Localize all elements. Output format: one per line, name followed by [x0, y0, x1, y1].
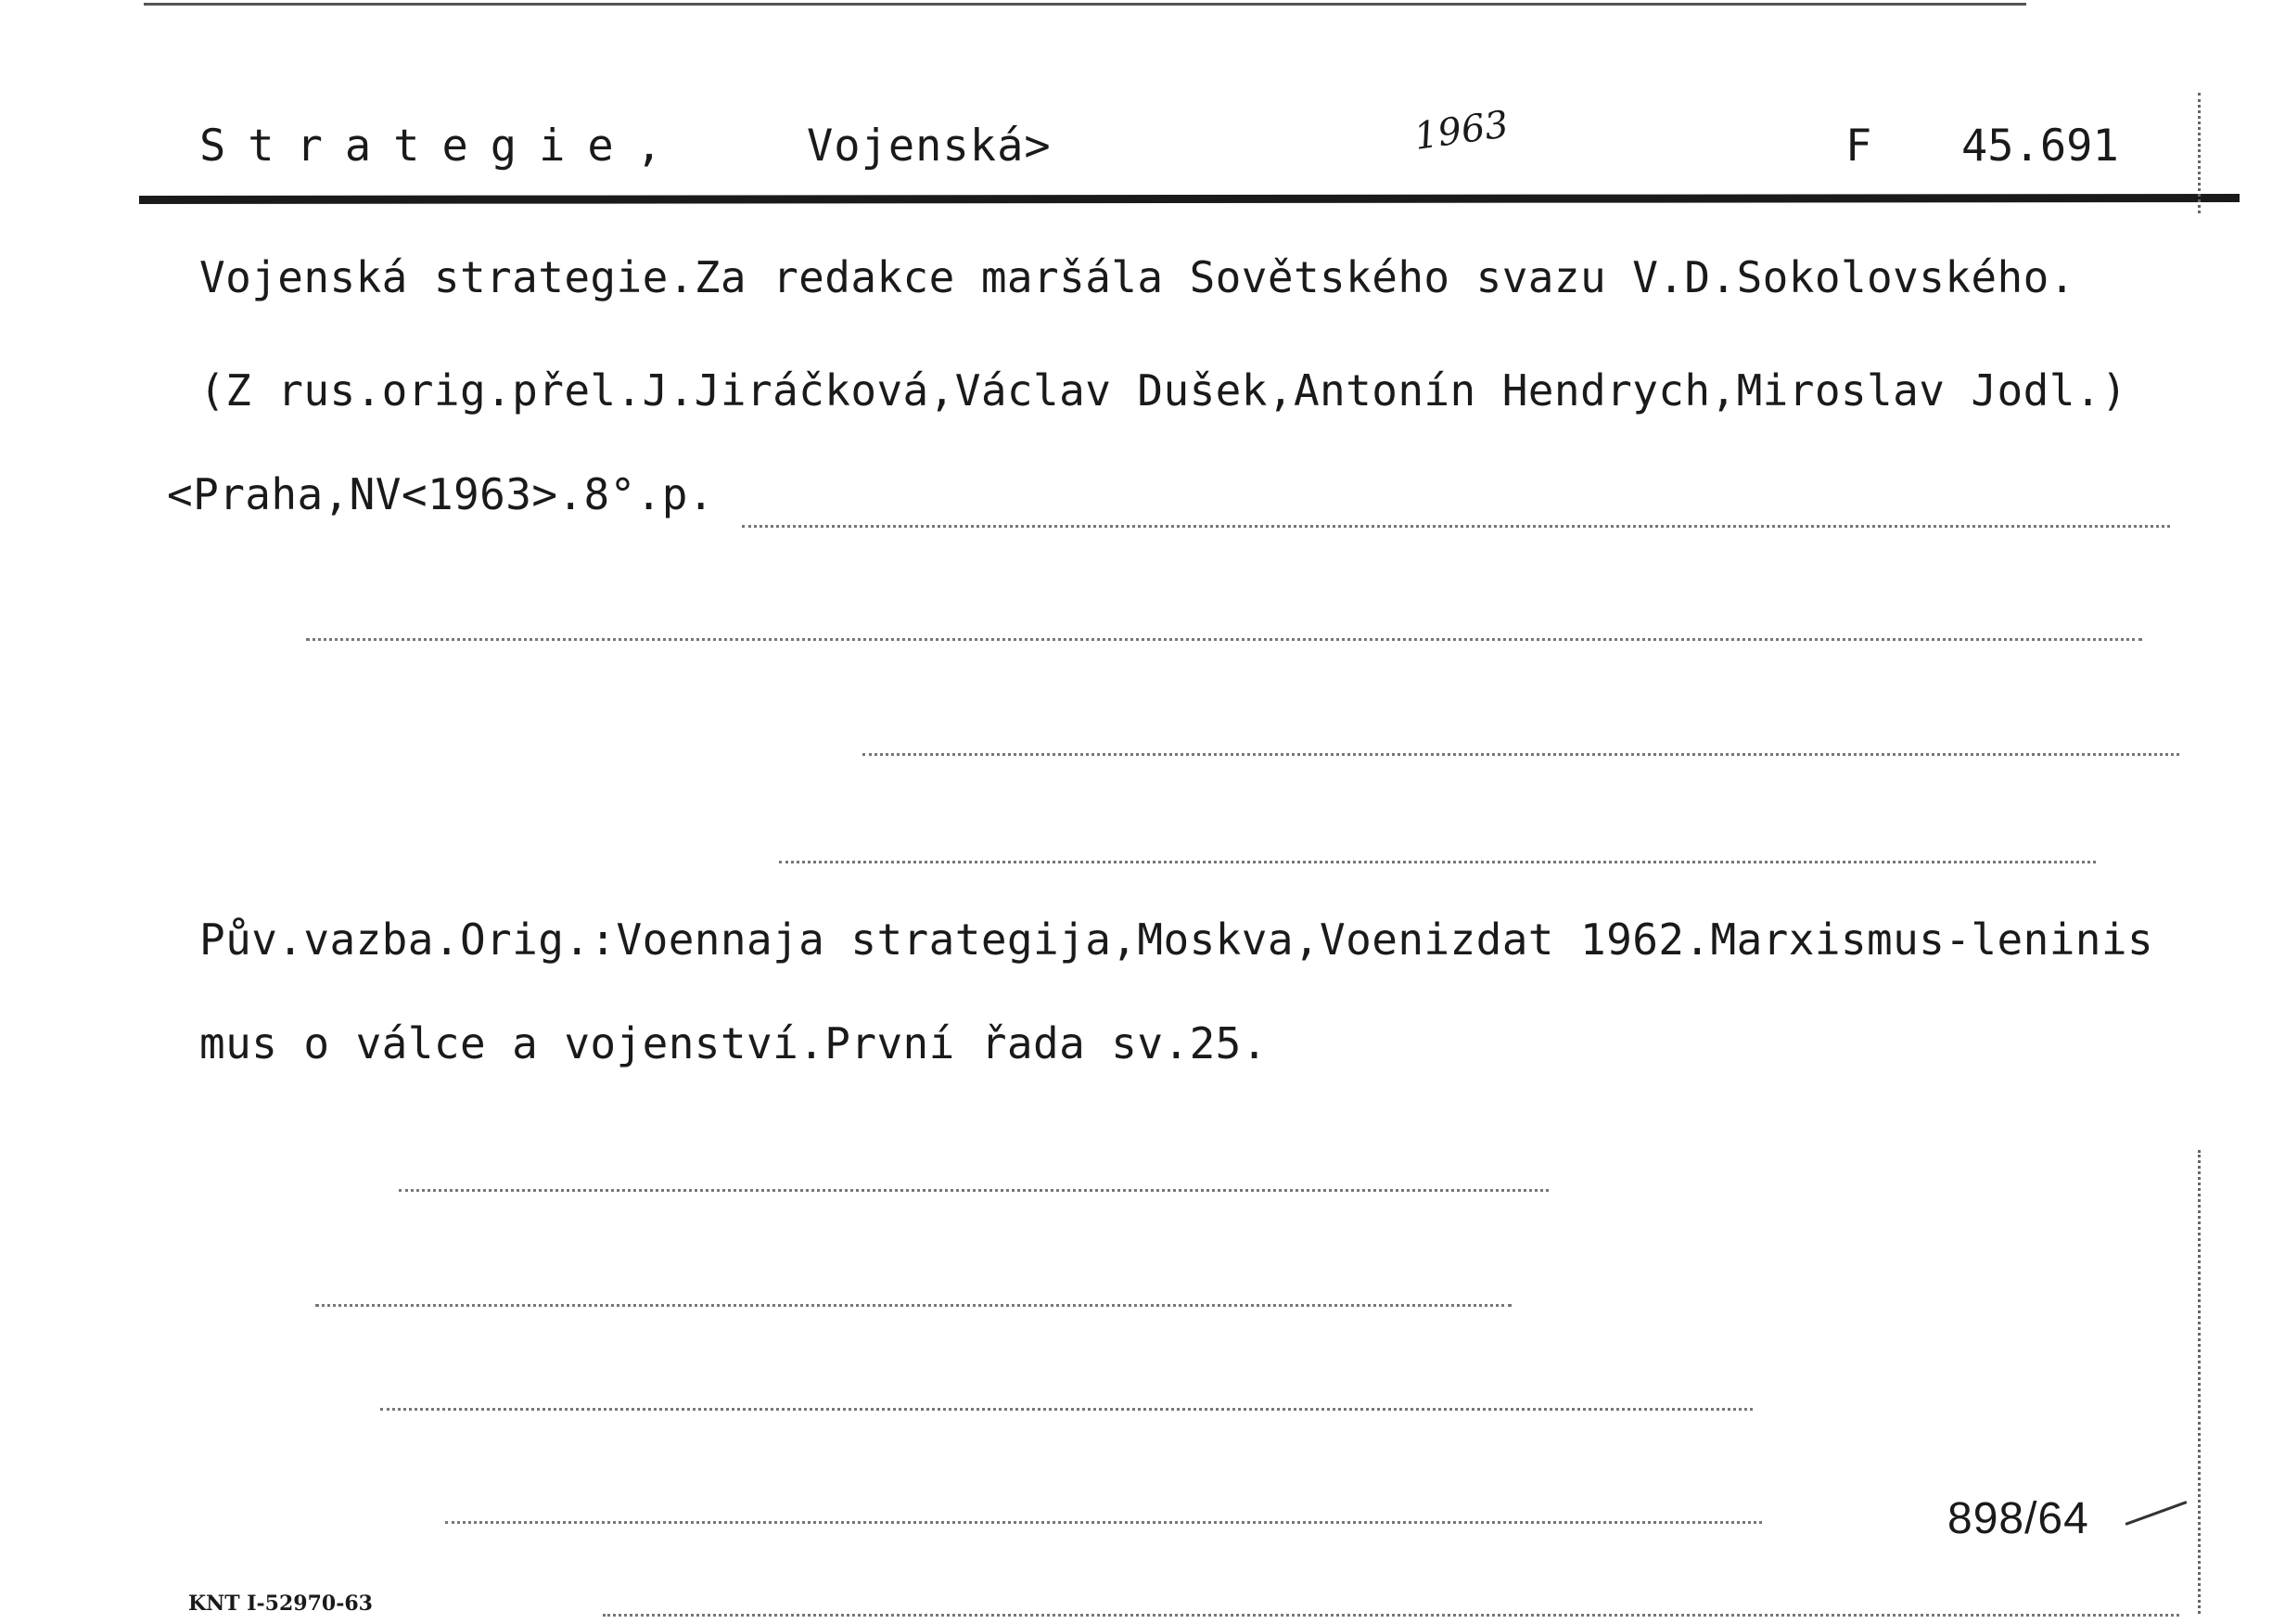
imprint-line: <Praha,NV<1963>.8°.p.: [167, 469, 714, 519]
dotted-guide-line: [862, 753, 2179, 756]
dotted-guide-line: [315, 1304, 1512, 1307]
heading-rule: [139, 194, 2240, 204]
dotted-guide-line: [399, 1189, 1549, 1192]
heading-subject: Strategie,: [199, 121, 684, 172]
translators-line: (Z rus.orig.přel.J.Jiráčková,Václav Dušek,Antonín Hendrych,Miroslav Jodl.): [199, 365, 2127, 416]
dotted-guide-line: [779, 861, 2096, 863]
shelf-mark-number: 45.691: [1961, 121, 2119, 172]
printer-code: KNT I-52970-63: [188, 1592, 373, 1616]
card-right-edge-marks: [2198, 93, 2201, 213]
notes-line-1: Pův.vazba.Orig.:Voennaja strategija,Moskva,Voenizdat 1962.Marxismus-leninis: [199, 914, 2154, 965]
heading-subject-continued: Vojenská>: [807, 121, 1052, 172]
title-line: Vojenská strategie.Za redakce maršála Sovětského svazu V.D.Sokolovského.: [199, 252, 2075, 302]
card-right-edge-marks: [2198, 1150, 2201, 1614]
heading-year-handwritten: 1963: [1411, 103, 1512, 159]
dotted-guide-line: [445, 1521, 1762, 1524]
dotted-guide-line: [742, 525, 2170, 528]
notes-line-2: mus o válce a vojenství.První řada sv.25.: [199, 1018, 1268, 1068]
dotted-guide-line: [380, 1408, 1753, 1411]
accession-check-mark: [2125, 1501, 2188, 1526]
card-top-edge: [144, 3, 2026, 6]
dotted-guide-line: [603, 1614, 2179, 1617]
accession-number: 898/64: [1947, 1494, 2089, 1543]
shelf-mark-letter: F: [1845, 121, 1872, 172]
dotted-guide-line: [306, 638, 2142, 641]
